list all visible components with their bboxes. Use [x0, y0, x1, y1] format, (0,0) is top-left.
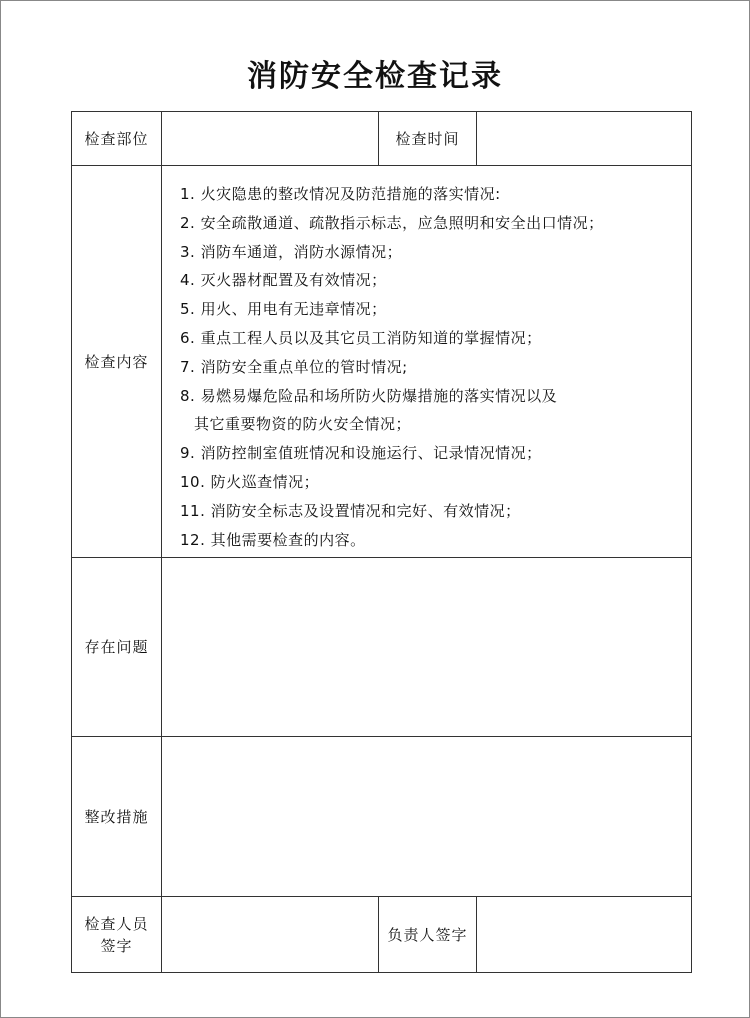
content-item-11: 11. 消防安全标志及设置情况和完好、有效情况； — [180, 501, 521, 520]
signature-row — [72, 897, 692, 973]
page-title: 消防安全检查记录 — [247, 59, 503, 94]
problems-row — [72, 558, 692, 737]
content-item-12: 12. 其他需要检查的内容。 — [180, 530, 366, 549]
inspector-signature-label — [72, 897, 162, 973]
dept-field[interactable] — [162, 112, 379, 166]
inspector-signature-field[interactable] — [162, 897, 379, 973]
leader-signature-label: 负责人签字 — [379, 897, 477, 973]
measures-row — [72, 737, 692, 897]
content-item-1: 1. 火灾隐患的整改情况及防范措施的落实情况: — [180, 185, 501, 203]
content-row — [72, 166, 692, 558]
content-item-10: 10. 防火巡查情况； — [180, 472, 320, 491]
inspector-label-line2: 签字 — [100, 936, 133, 955]
content-label: 检查内容 — [72, 166, 162, 558]
time-label: 检查时间 — [379, 112, 477, 166]
content-item-8-continued — [180, 410, 691, 439]
measures-label: 整改措施 — [72, 737, 162, 897]
content-list — [162, 166, 692, 558]
problems-label: 存在问题 — [72, 558, 162, 737]
inspector-label-line1: 检查人员 — [84, 914, 149, 933]
content-item-5: 5. 用火、用电有无违章情况； — [180, 300, 387, 319]
content-item-2: 2. 安全疏散通道、疏散指示标志，应急照明和安全出口情况； — [180, 213, 604, 232]
inspection-form-table — [71, 111, 692, 973]
content-item-3: 3. 消防车通道，消防水源情况； — [180, 242, 403, 261]
content-item-8: 8. 易燃易爆危险品和场所防火防爆措施的落实情况以及 — [180, 386, 558, 405]
content-item-7: 7. 消防安全重点单位的管时情况; — [180, 357, 408, 376]
time-field[interactable] — [477, 112, 692, 166]
problems-field[interactable] — [162, 558, 692, 737]
content-item-9: 9. 消防控制室值班情况和设施运行、记录情况情况； — [180, 444, 542, 463]
header-row — [72, 112, 692, 166]
dept-label: 检查部位 — [72, 112, 162, 166]
content-item-4: 4. 灭火器材配置及有效情况； — [180, 271, 387, 290]
content-item-6: 6. 重点工程人员以及其它员工消防知道的掌握情况； — [180, 328, 542, 347]
measures-field[interactable] — [162, 737, 692, 897]
leader-signature-field[interactable] — [477, 897, 692, 973]
content-item-8-continued-text: 其它重要物资的防火安全情况； — [194, 415, 412, 434]
